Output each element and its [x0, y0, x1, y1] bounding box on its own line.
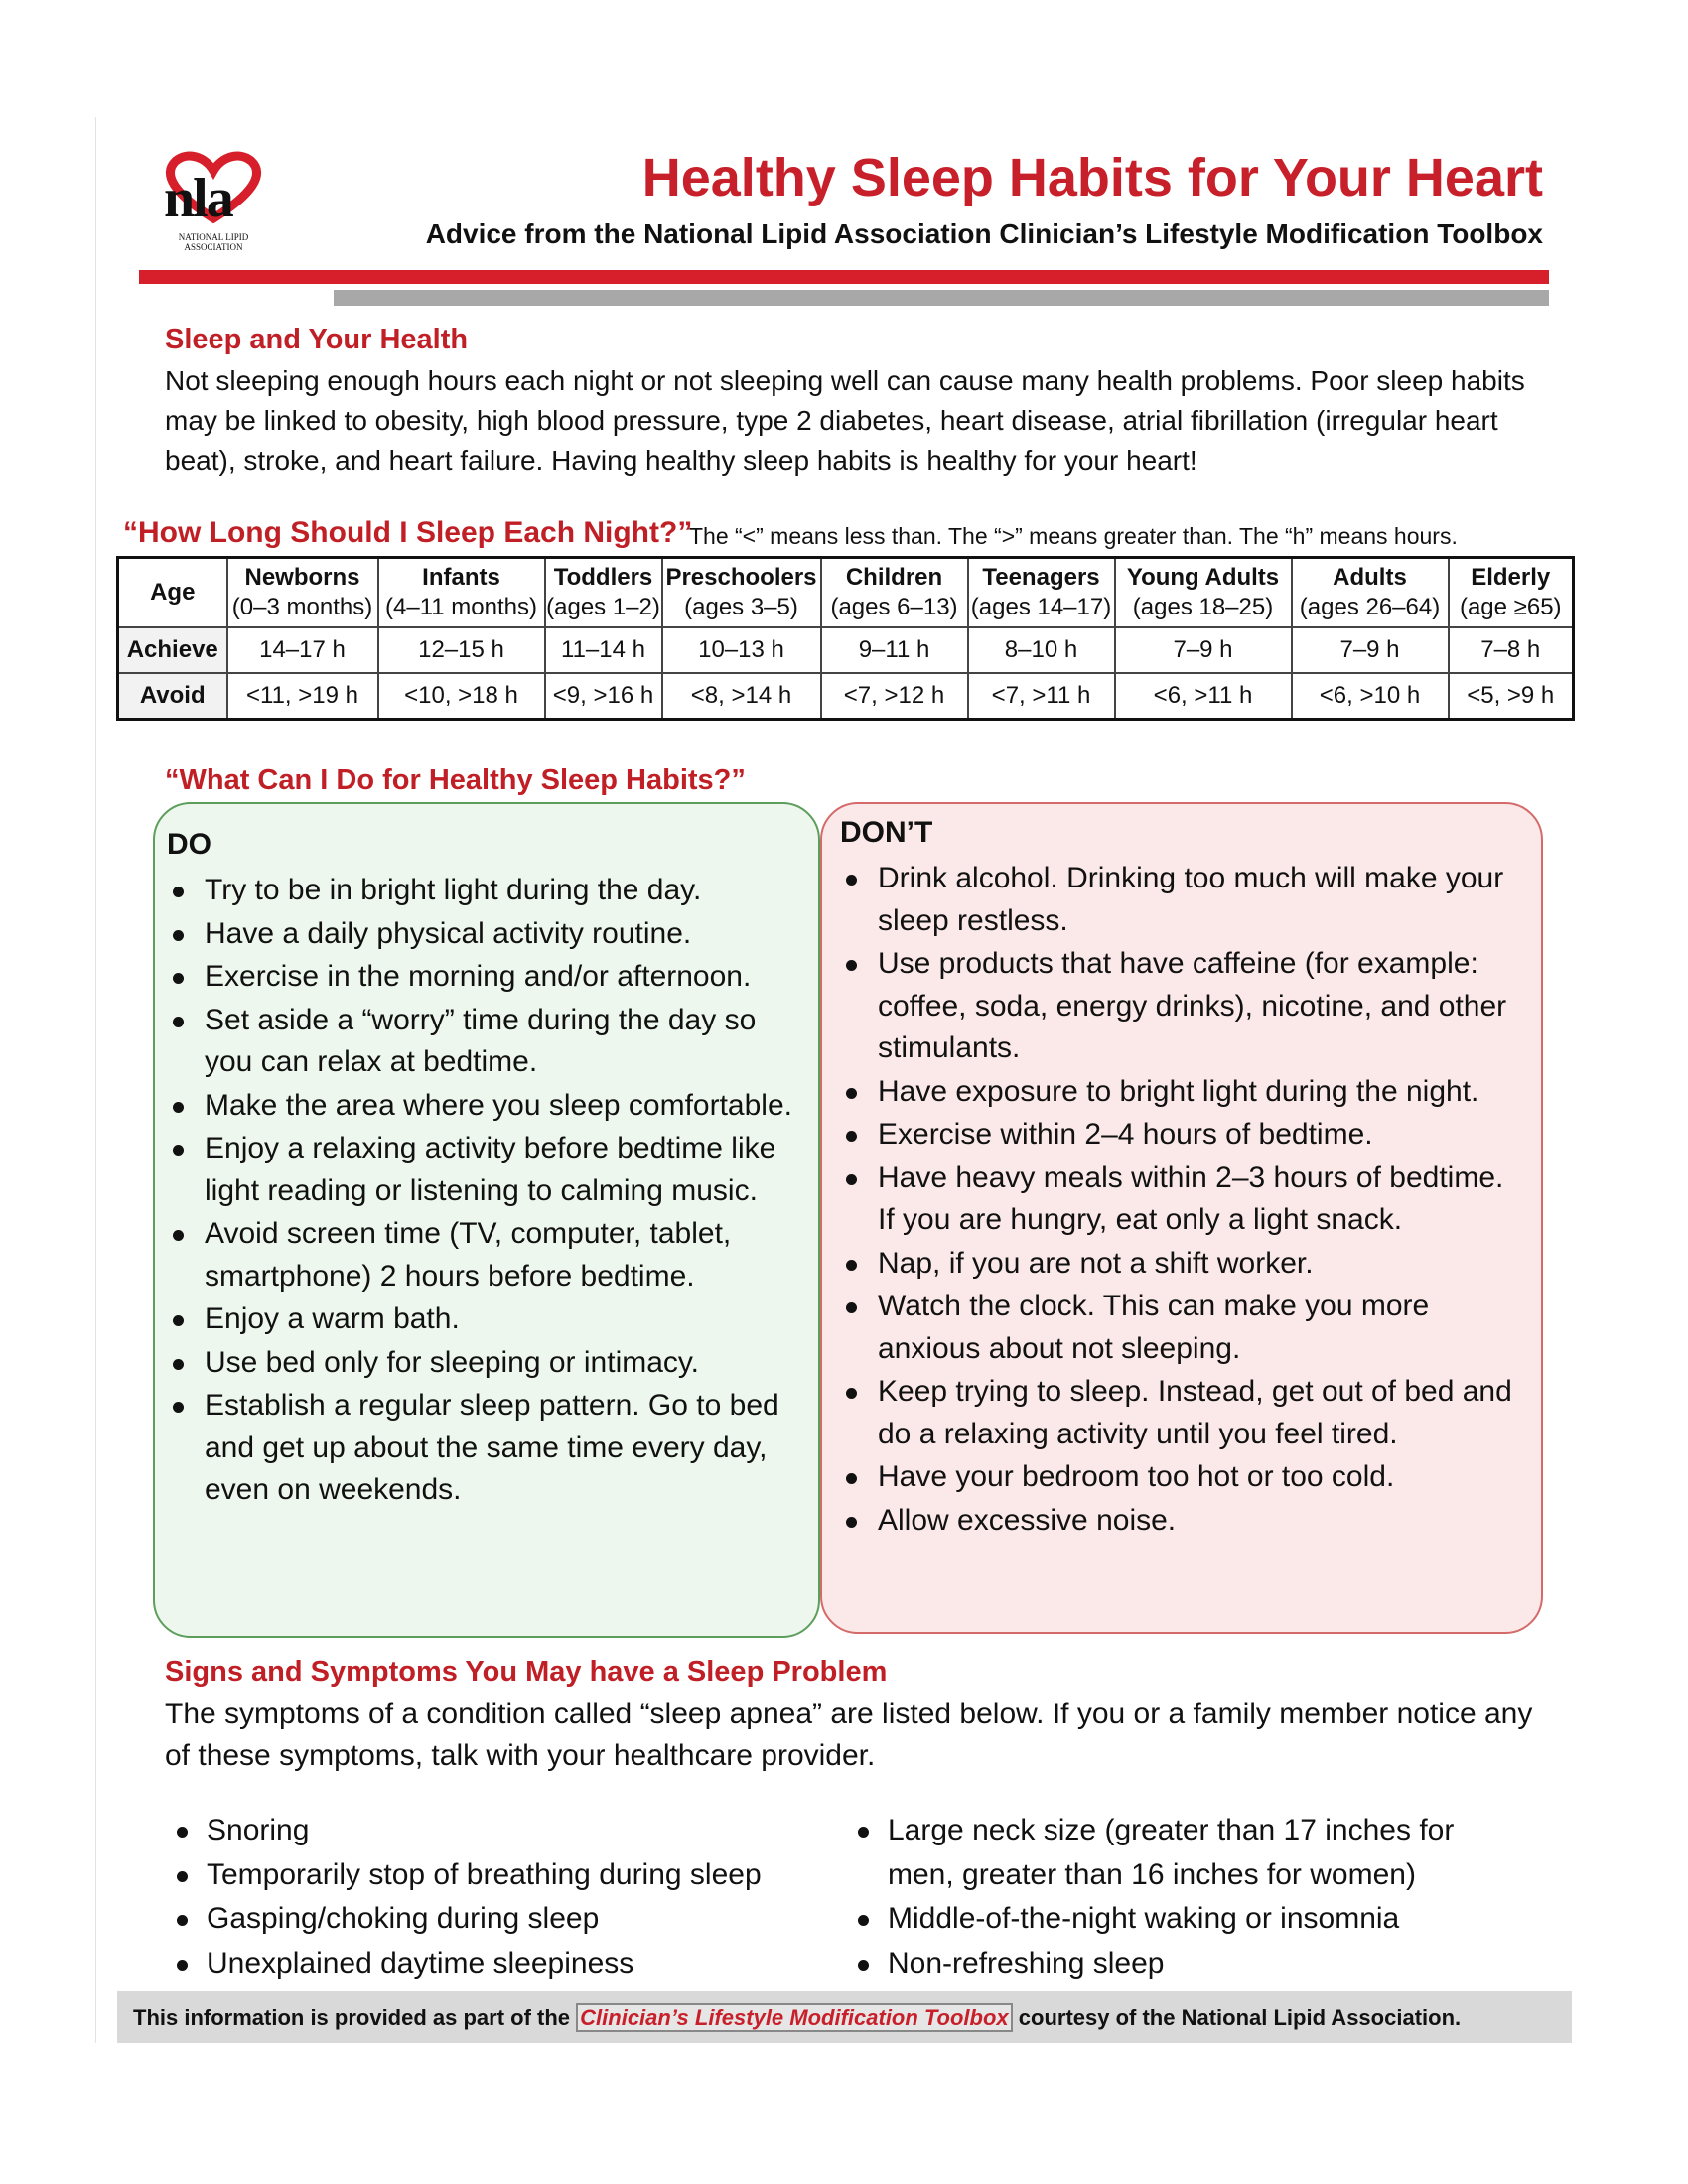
list-item: Have your bedroom too hot or too cold. — [842, 1456, 1527, 1499]
list-item: Snoring — [169, 1809, 844, 1853]
table-cell: <6, >11 h — [1115, 673, 1292, 720]
column-header: Adults (ages 26–64) — [1292, 558, 1449, 628]
column-header: Infants (4–11 months) — [378, 558, 545, 628]
list-item: Use bed only for sleeping or intimacy. — [169, 1342, 804, 1385]
list-item: Exercise in the morning and/or afternoon. — [169, 956, 804, 999]
table-cell: <10, >18 h — [378, 673, 545, 720]
table-cell: 7–9 h — [1115, 627, 1292, 673]
list-item: Non-refreshing sleep — [850, 1942, 1515, 1986]
list-item: Enjoy a relaxing activity before bedtime like light reading or listening to calming music. — [169, 1128, 804, 1212]
symptoms-paragraph: The symptoms of a condition called “sleep apnea” are listed below. If you or a family member notice any of these symptoms, talk with your healthcare provider. — [165, 1698, 1533, 1772]
list-item: Large neck size (greater than 17 inches for men, greater than 16 inches for women) — [850, 1809, 1515, 1897]
list-item: Set aside a “worry” time during the day so you can relax at bedtime. — [169, 1000, 804, 1084]
sleep-table-note: The “<” means less than. The “>” means greater than. The “h” means hours. — [689, 523, 1458, 549]
list-item: Exercise within 2–4 hours of bedtime. — [842, 1114, 1527, 1157]
sleep-duration-table — [116, 556, 1575, 721]
health-heading: Sleep and Your Health — [165, 324, 469, 355]
sleep-table-heading: “How Long Should I Sleep Each Night?” — [123, 516, 693, 549]
column-header: Young Adults (ages 18–25) — [1115, 558, 1292, 628]
nla-logo — [154, 149, 273, 263]
column-header: Elderly (age ≥65) — [1449, 558, 1574, 628]
habits-heading: “What Can I Do for Healthy Sleep Habits?” — [165, 764, 746, 796]
list-item: Have a daily physical activity routine. — [169, 913, 804, 956]
list-item: Have exposure to bright light during the night. — [842, 1071, 1527, 1114]
table-cell: 9–11 h — [821, 627, 968, 673]
column-header: Teenagers (ages 14–17) — [968, 558, 1115, 628]
table-cell: <7, >12 h — [821, 673, 968, 720]
table-cell: 7–9 h — [1292, 627, 1449, 673]
footer-text-after: courtesy of the National Lipid Association. — [1012, 2005, 1462, 2030]
list-item: Make the area where you sleep comfortable. — [169, 1085, 804, 1128]
list-item: Establish a regular sleep pattern. Go to bed and get up about the same time every day, even on weekends. — [169, 1385, 804, 1512]
list-item: Nap, if you are not a shift worker. — [842, 1243, 1527, 1286]
page-title: Healthy Sleep Habits for Your Heart — [641, 148, 1543, 207]
list-item: Enjoy a warm bath. — [169, 1298, 804, 1341]
footer-text — [133, 2005, 1461, 2031]
table-cell: <8, >14 h — [662, 673, 821, 720]
page-subtitle: Advice from the National Lipid Association Clinician’s Lifestyle Modification Toolbox — [425, 218, 1543, 249]
table-cell: <5, >9 h — [1449, 673, 1574, 720]
do-box — [153, 802, 820, 1638]
list-item: Keep trying to sleep. Instead, get out of bed and do a relaxing activity until you feel tired. — [842, 1371, 1527, 1455]
table-cell: 8–10 h — [968, 627, 1115, 673]
table-cell: <9, >16 h — [545, 673, 662, 720]
health-paragraph: Not sleeping enough hours each night or not sleeping well can cause many health problems. Poor sleep habits may be linked to obesity, high blood pressure, type 2 diabetes, heart disease, atrial fibrillation (irregular heart beat), stroke, and heart failure. Having healthy sleep habits is healthy for your heart! — [165, 365, 1525, 476]
header-gray-bar — [334, 290, 1549, 306]
list-item: Watch the clock. This can make you more anxious about not sleeping. — [842, 1286, 1527, 1370]
list-item: Allow excessive noise. — [842, 1500, 1527, 1543]
table-corner-label: Age — [118, 558, 227, 628]
logo-letters: nla — [164, 168, 232, 229]
list-item: Use products that have caffeine (for example: coffee, soda, energy drinks), nicotine, and other stimulants. — [842, 943, 1527, 1070]
column-header: Newborns (0–3 months) — [227, 558, 378, 628]
column-header: Preschoolers (ages 3–5) — [662, 558, 821, 628]
table-cell: 7–8 h — [1449, 627, 1574, 673]
dont-list — [842, 858, 1527, 1543]
list-item: Unexplained daytime sleepiness — [169, 1942, 844, 1986]
footer-text-before: This information is provided as part of the — [133, 2005, 577, 2030]
header-red-bar — [139, 270, 1549, 284]
dont-title: DON’T — [840, 816, 933, 849]
table-cell: 11–14 h — [545, 627, 662, 673]
table-header-row — [118, 558, 1574, 628]
list-item: Try to be in bright light during the day. — [169, 870, 804, 912]
table-cell: <11, >19 h — [227, 673, 378, 720]
list-item: Middle-of-the-night waking or insomnia — [850, 1897, 1515, 1942]
dont-box — [820, 802, 1543, 1634]
row-label: Avoid — [118, 673, 227, 720]
symptoms-heading: Signs and Symptoms You May have a Sleep Problem — [165, 1656, 888, 1688]
logo-subtext: NATIONAL LIPID ASSOCIATION — [178, 232, 249, 252]
table-cell: 14–17 h — [227, 627, 378, 673]
column-header: Toddlers (ages 1–2) — [545, 558, 662, 628]
table-cell: 12–15 h — [378, 627, 545, 673]
page-margin-line — [95, 117, 96, 2043]
table-row-avoid — [118, 673, 1574, 720]
table-cell: <7, >11 h — [968, 673, 1115, 720]
list-item: Avoid screen time (TV, computer, tablet, smartphone) 2 hours before bedtime. — [169, 1213, 804, 1297]
column-header: Children (ages 6–13) — [821, 558, 968, 628]
do-title: DO — [167, 828, 211, 861]
row-label: Achieve — [118, 627, 227, 673]
table-cell: 10–13 h — [662, 627, 821, 673]
list-item: Drink alcohol. Drinking too much will make your sleep restless. — [842, 858, 1527, 942]
toolbox-link[interactable]: Clinician’s Lifestyle Modification Toolbox — [576, 2003, 1013, 2032]
do-list — [169, 870, 804, 1513]
list-item: Temporarily stop of breathing during sleep — [169, 1853, 844, 1898]
table-row-achieve — [118, 627, 1574, 673]
list-item: Have heavy meals within 2–3 hours of bedtime. If you are hungry, eat only a light snack. — [842, 1158, 1527, 1242]
symptoms-list-right — [850, 1809, 1515, 1985]
table-cell: <6, >10 h — [1292, 673, 1449, 720]
symptoms-list-left — [169, 1809, 844, 1985]
list-item: Gasping/choking during sleep — [169, 1897, 844, 1942]
